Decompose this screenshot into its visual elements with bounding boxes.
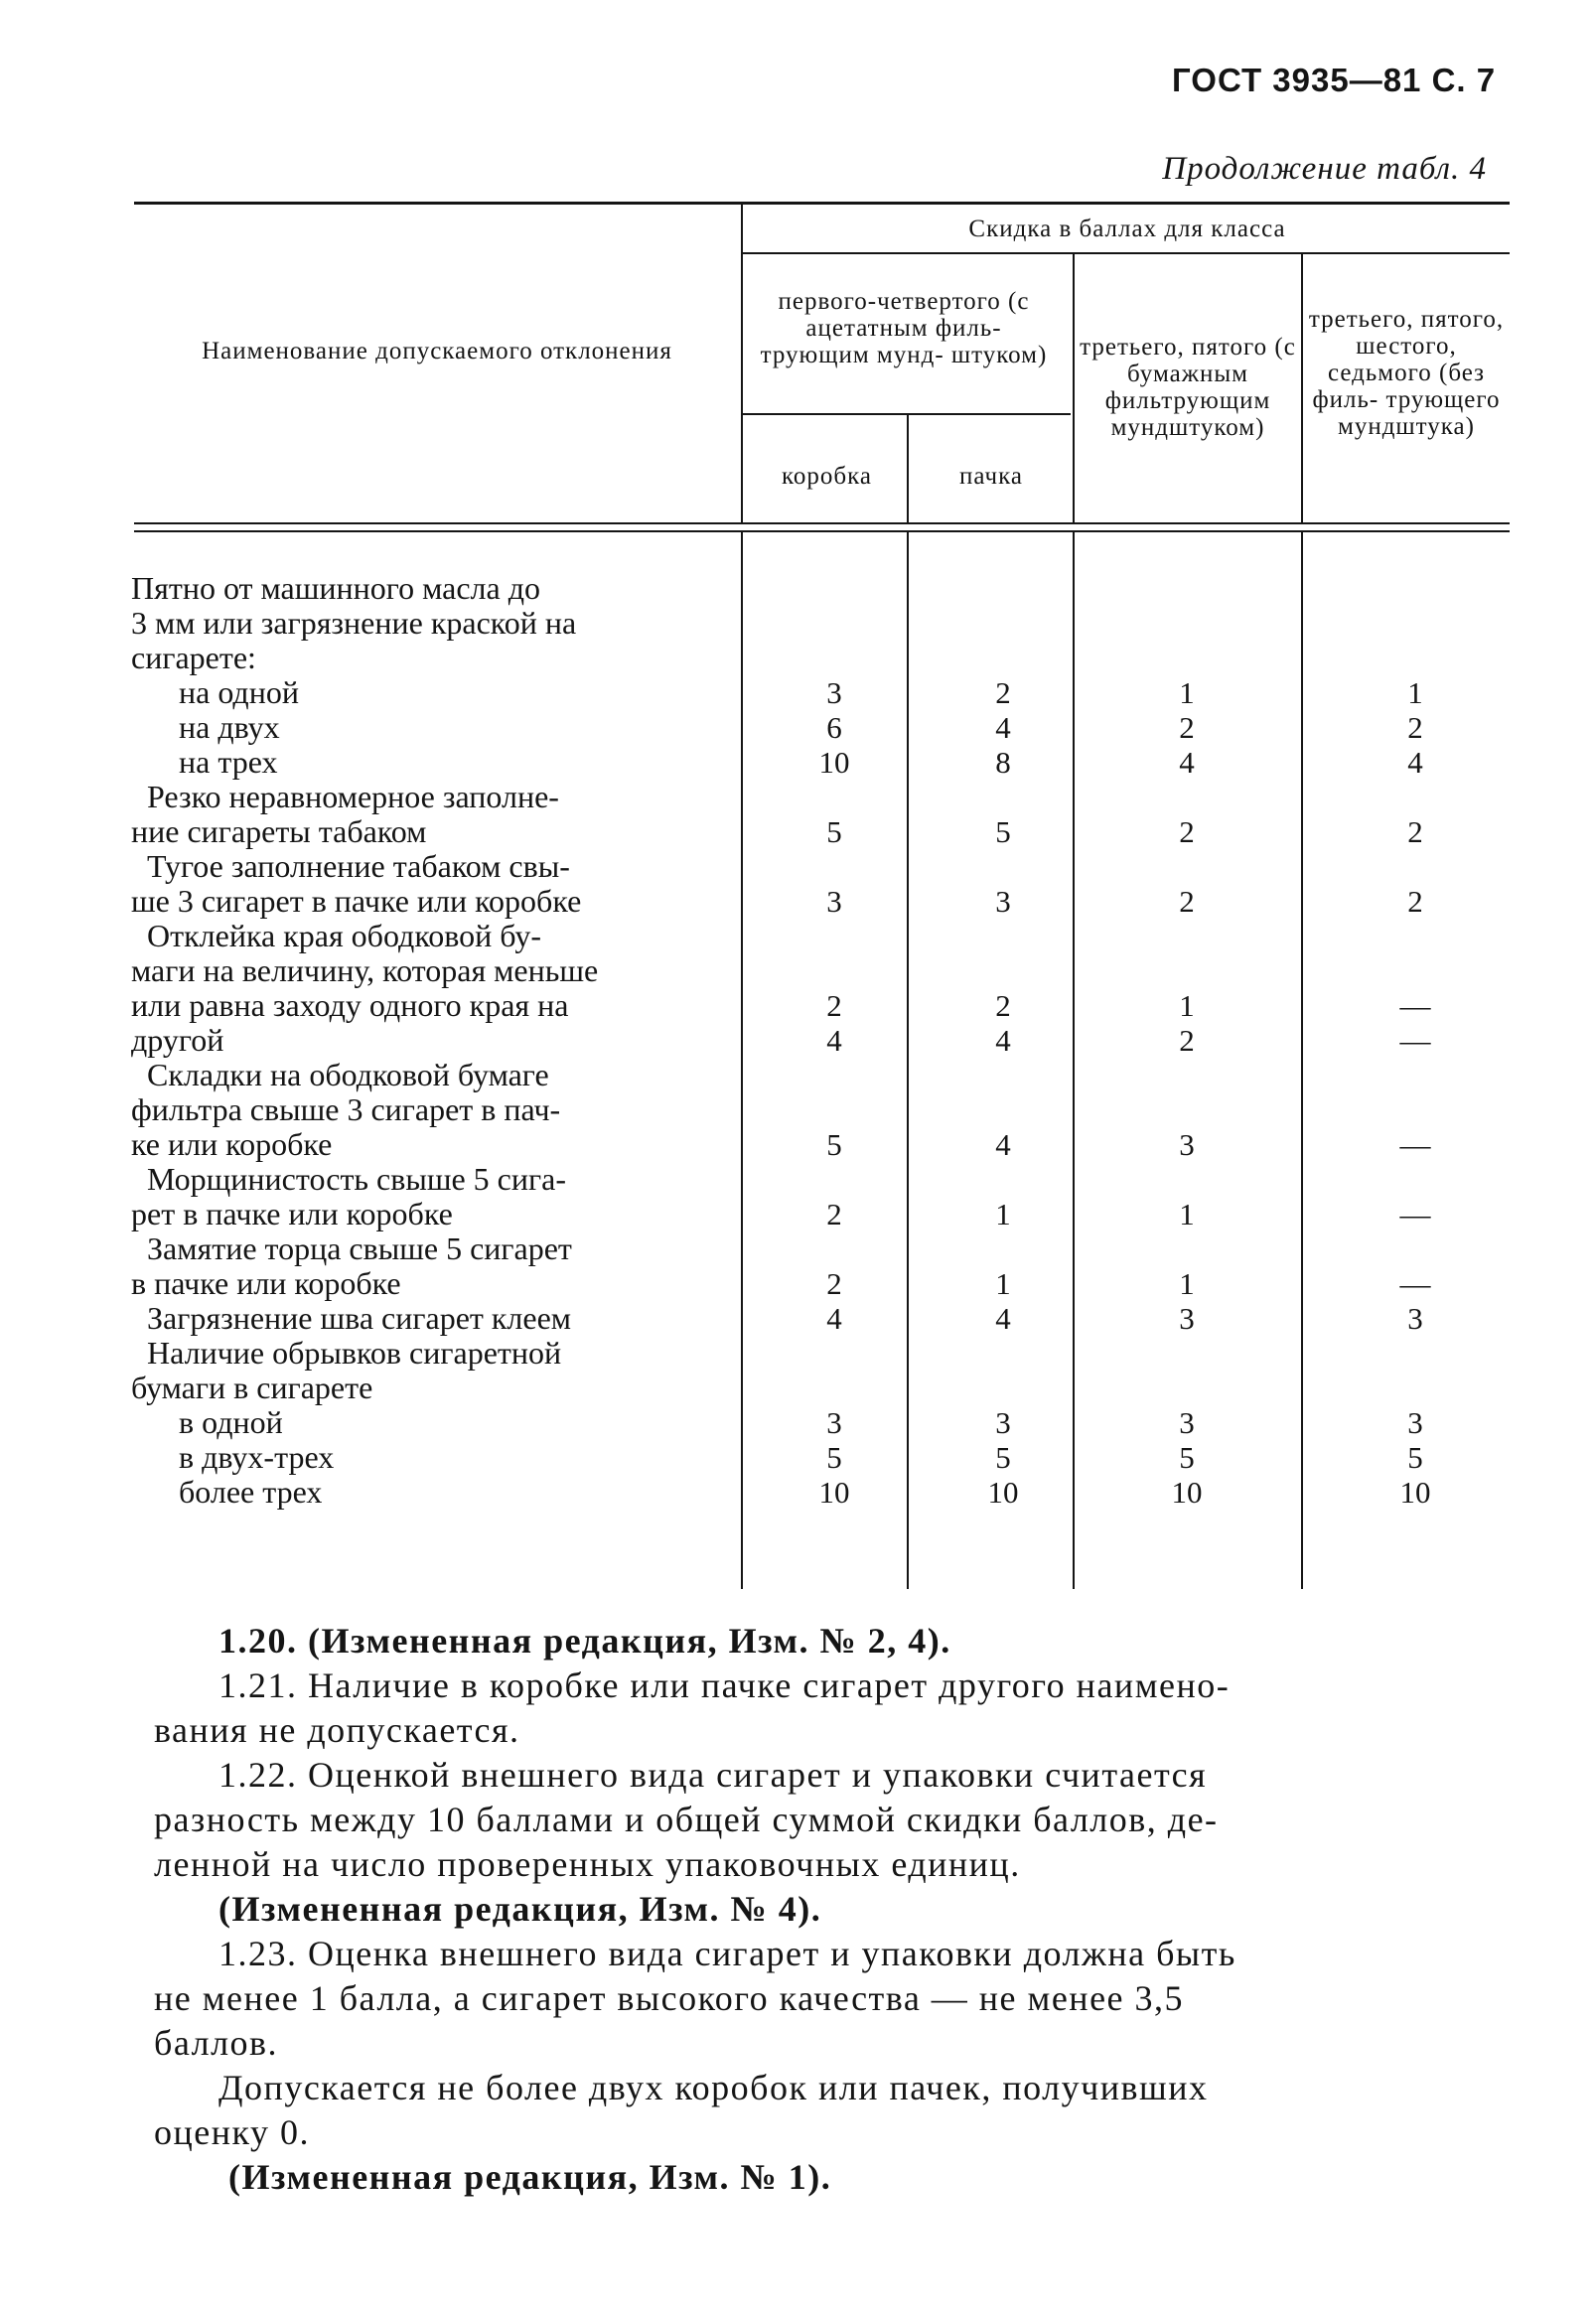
row-label-line: на двух — [131, 709, 280, 745]
header-bottom-rule-2 — [134, 530, 1510, 532]
col-divider-body-2 — [907, 532, 909, 1589]
row-label-line: Пятно от машинного масла до — [131, 570, 540, 606]
row-value: 3 — [826, 675, 842, 710]
row-value: 2 — [995, 988, 1011, 1023]
col2-header: третьего, пятого (с бумажным фильтрующим мундштуком) — [1080, 334, 1296, 441]
row-label-line: в двух-трех — [131, 1439, 335, 1475]
col-divider-body-4 — [1301, 532, 1303, 1589]
header-bottom-rule-1 — [134, 522, 1510, 524]
row-value: 4 — [1179, 745, 1195, 780]
row-value: 4 — [995, 1127, 1011, 1162]
row-value: 1 — [995, 1197, 1011, 1231]
paragraph-1-20: 1.20. (Измененная редакция, Изм. № 2, 4). — [218, 1621, 951, 1661]
col-divider-body-1 — [741, 532, 743, 1589]
group-header: Скидка в баллах для класса — [968, 216, 1286, 242]
row-value: 1 — [1407, 675, 1423, 710]
col3-header: третьего, пятого, шестого, седьмого (без филь- трующего мундштука) — [1308, 306, 1505, 440]
row-value: 3 — [1179, 1301, 1195, 1336]
row-label-line: ке или коробке — [131, 1126, 333, 1162]
row-value: 3 — [826, 1405, 842, 1440]
row-value: — — [1399, 1023, 1431, 1058]
row-label-line: 3 мм или загрязнение краской на — [131, 605, 577, 641]
table-continuation-caption: Продолжение табл. 4 — [1162, 151, 1487, 187]
row-label-line: Замятие торца свыше 5 сигарет — [131, 1230, 572, 1266]
row-value: 1 — [1179, 988, 1195, 1023]
paragraph-1-21-line-2: вания не допускается. — [154, 1710, 520, 1750]
row-value: 6 — [826, 710, 842, 745]
row-label-line: Отклейка края ободковой бу- — [131, 918, 541, 953]
row-value: 3 — [1179, 1405, 1195, 1440]
row-label-line: Резко неравномерное заполне- — [131, 779, 559, 814]
row-value: 1 — [995, 1266, 1011, 1301]
row-value: 5 — [1179, 1440, 1195, 1475]
row-label-line: более трех — [131, 1474, 323, 1510]
paragraph-1-23-line-3: баллов. — [154, 2023, 279, 2063]
row-label-line: на одной — [131, 674, 299, 710]
row-value: 10 — [818, 1475, 850, 1510]
row-label-line: в пачке или коробке — [131, 1265, 401, 1301]
row-value: 5 — [995, 1440, 1011, 1475]
col-name-header: Наименование допускаемого отклонения — [202, 338, 672, 364]
table-top-rule — [134, 202, 1510, 205]
row-value: 10 — [818, 745, 850, 780]
row-label-line: Тугое заполнение табаком свы- — [131, 848, 570, 884]
page-header: ГОСТ 3935—81 С. 7 — [1172, 62, 1497, 98]
paragraph-1-23-line-4: Допускается не более двух коробок или пачек, получивших — [218, 2068, 1209, 2107]
paragraph-1-23-amendment: (Измененная редакция, Изм. № 1). — [228, 2157, 832, 2197]
row-value: 2 — [826, 1266, 842, 1301]
row-label-line: маги на величину, которая меньше — [131, 952, 599, 988]
row-value: — — [1399, 1127, 1431, 1162]
row-value: 3 — [826, 884, 842, 919]
row-value: 10 — [987, 1475, 1019, 1510]
row-value: 2 — [826, 1197, 842, 1231]
paragraph-1-23-line-2: не менее 1 балла, а сигарет высокого качества — не менее 3,5 — [154, 1978, 1185, 2018]
row-value: 5 — [995, 814, 1011, 849]
row-label-line: фильтра свыше 3 сигарет в пач- — [131, 1091, 561, 1127]
paragraph-1-23-line-5: оценку 0. — [154, 2112, 310, 2152]
row-value: 4 — [995, 710, 1011, 745]
row-label-line: или равна заходу одного края на — [131, 987, 569, 1023]
row-label-line: в одной — [131, 1404, 283, 1440]
row-label-line: Загрязнение шва сигарет клеем — [131, 1300, 572, 1336]
row-value: 5 — [826, 1127, 842, 1162]
row-value: 1 — [1179, 1266, 1195, 1301]
paragraph-1-21-line-1: 1.21. Наличие в коробке или пачке сигарет другого наимено- — [218, 1665, 1231, 1705]
row-value: 8 — [995, 745, 1011, 780]
row-value: 10 — [1171, 1475, 1203, 1510]
row-label-line: на трех — [131, 744, 278, 780]
row-value: 5 — [826, 814, 842, 849]
row-value: 3 — [1407, 1405, 1423, 1440]
row-label-line: другой — [131, 1022, 224, 1058]
row-value: 2 — [1179, 884, 1195, 919]
col1-header: первого-четвертого (с ацетатным филь- трующим мунд- штуком) — [760, 288, 1048, 368]
row-label-line: ние сигареты табаком — [131, 813, 427, 849]
row-value: 5 — [826, 1440, 842, 1475]
row-value: 4 — [826, 1023, 842, 1058]
row-value: 4 — [995, 1301, 1011, 1336]
row-value: 2 — [1407, 884, 1423, 919]
col-divider-header-3 — [1073, 254, 1075, 524]
col1b-header: пачка — [959, 463, 1023, 490]
paragraph-1-22-amendment: (Измененная редакция, Изм. № 4). — [218, 1889, 822, 1929]
paragraph-1-23-line-1: 1.23. Оценка внешнего вида сигарет и упаковки должна быть — [218, 1934, 1236, 1973]
row-value: 2 — [826, 988, 842, 1023]
row-value: 1 — [1179, 675, 1195, 710]
row-value: 3 — [1407, 1301, 1423, 1336]
row-value: — — [1399, 1266, 1431, 1301]
row-value: 10 — [1399, 1475, 1431, 1510]
col-divider-header-2 — [907, 415, 909, 524]
row-value: 2 — [1407, 814, 1423, 849]
row-label-line: ше 3 сигарет в пачке или коробке — [131, 883, 582, 919]
row-value: 5 — [1407, 1440, 1423, 1475]
paragraph-1-22-line-3: ленной на число проверенных упаковочных единиц. — [154, 1844, 1021, 1884]
row-value: — — [1399, 1197, 1431, 1231]
row-value: 4 — [1407, 745, 1423, 780]
paragraph-1-22-line-2: разность между 10 баллами и общей суммой скидки баллов, де- — [154, 1800, 1219, 1839]
row-value: 2 — [1407, 710, 1423, 745]
row-label-line: сигарете: — [131, 640, 256, 675]
row-label-line: Наличие обрывков сигаретной — [131, 1335, 562, 1371]
col-divider-body-3 — [1073, 532, 1075, 1589]
row-value: 4 — [826, 1301, 842, 1336]
row-label-line: Морщинистость свыше 5 сига- — [131, 1161, 566, 1197]
col-divider-header-4 — [1301, 254, 1303, 524]
row-value: 1 — [1179, 1197, 1195, 1231]
row-value: 2 — [1179, 814, 1195, 849]
row-value: 3 — [995, 1405, 1011, 1440]
row-label-line: бумаги в сигарете — [131, 1370, 373, 1405]
paragraph-1-22-line-1: 1.22. Оценкой внешнего вида сигарет и упаковки считается — [218, 1755, 1208, 1795]
row-label-line: Складки на ободковой бумаге — [131, 1057, 549, 1092]
row-value: 3 — [1179, 1127, 1195, 1162]
row-value: 2 — [995, 675, 1011, 710]
col1a-header: коробка — [782, 463, 872, 490]
row-value: 4 — [995, 1023, 1011, 1058]
row-label-line: рет в пачке или коробке — [131, 1196, 453, 1231]
col-divider-header-1 — [741, 205, 743, 524]
group-header-rule — [743, 252, 1510, 254]
row-value: 3 — [995, 884, 1011, 919]
row-value: 2 — [1179, 1023, 1195, 1058]
row-value: 2 — [1179, 710, 1195, 745]
row-value: — — [1399, 988, 1431, 1023]
